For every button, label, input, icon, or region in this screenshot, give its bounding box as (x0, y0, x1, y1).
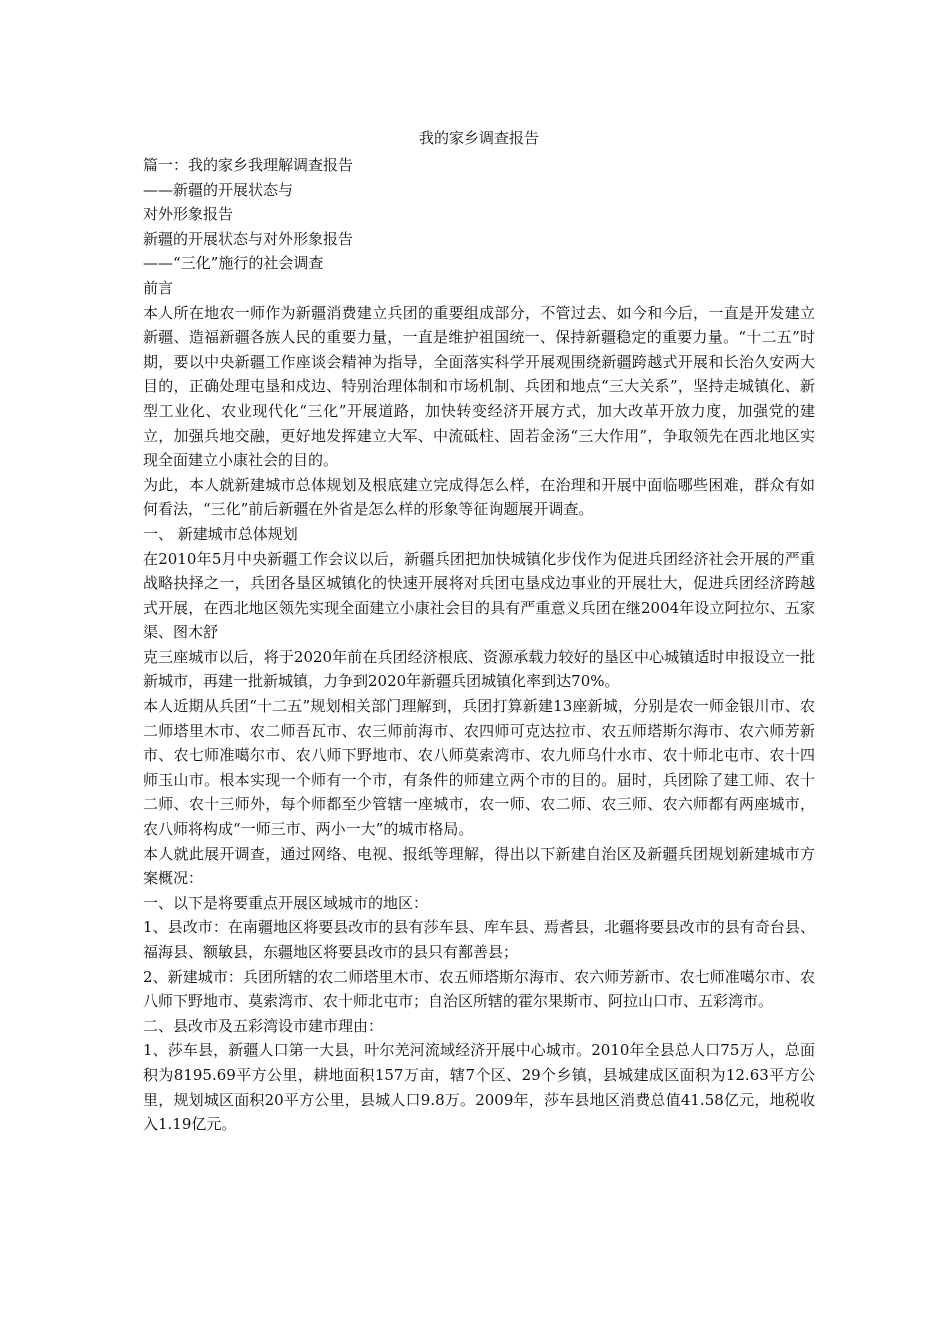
document-title: 我的家乡调查报告 (418, 129, 539, 147)
paragraph: 1、莎车县，新疆人口第一大县，叶尔羌河流域经济开展中心城市。2010年全县总人口75万人，总面积为8195.69平方公里，耕地面积157万亩，辖7个区、29个乡镇，县城建成区面积为12.63平方公里，规划城区面积20平方公里，县城人口9.8万。2009年，莎车县地区消费总值41.58亿元，地税收入1.19亿元。 (143, 1041, 815, 1134)
paragraph: 新疆的开展状态与对外形象报告 (143, 229, 354, 248)
paragraph: 本人就此展开调查，通过网络、电视、报纸等理解，得出以下新建自治区及新疆兵团规划新建城市方案概况： (143, 844, 815, 888)
paragraph: 对外形象报告 (143, 205, 234, 224)
paragraph: 本人所在地农一师作为新疆消费建立兵团的重要组成部分，不管过去、如今和今后，一直是开发建立新疆、造福新疆各族人民的重要力量，一直是维护祖国统一、保持新疆稳定的重要力量。“十二五”时期，要以中央新疆工作座谈会精神为指导，全面落实科学开展观围绕新疆跨越式开展和长治久安两大目的，正确处理屯垦和戍边、特别治理体制和市场机制、兵团和地点“三大关系”，坚持走城镇化、新型工业化、农业现代化“三化”开展道路，加快转变经济开展方式，加大改革开放力度，加强党的建立，加强兵地交融，更好地发挥建立大军、中流砥柱、固若金汤“三大作用”，争取领先在西北地区实现全面建立小康社会的目的。 (143, 303, 815, 470)
paragraph: 在2010年5月中央新疆工作会议以后，新疆兵团把加快城镇化步伐作为促进兵团经济社会开展的严重战略抉择之一，兵团各垦区城镇化的快速开展将对兵团屯垦戍边事业的开展壮大，促进兵团经济跨越式开展，在西北地区领先实现全面建立小康社会目的具有严重意义兵团在继2004年设立阿拉尔、五家渠、图木舒 (143, 549, 815, 642)
paragraph: 篇一：我的家乡我理解调查报告 (143, 156, 354, 174)
paragraph: 2、新建城市：兵团所辖的农二师塔里木市、农五师塔斯尔海市、农六师芳新市、农七师准噶尔市、农八师下野地市、莫索湾市、农十师北屯市；自治区所辖的霍尔果斯市、阿拉山口市、五彩湾市。 (143, 967, 815, 1011)
paragraph: 克三座城市以后，将于2020年前在兵团经济根底、资源承载力较好的垦区中心城镇适时申报设立一批新城市，再建一批新城镇，力争到2020年新疆兵团城镇化率到达70%。 (143, 647, 815, 691)
paragraph: ——“三化”施行的社会调查 (143, 254, 324, 273)
paragraph: 前言 (143, 278, 174, 297)
paragraph: 1、县改市：在南疆地区将要县改市的县有莎车县、库车县、焉耆县，北疆将要县改市的县有奇台县、福海县、额敏县，东疆地区将要县改市的县只有鄯善县； (143, 918, 815, 961)
paragraph: 一、 新建城市总体规划 (143, 524, 298, 543)
paragraph: ——新疆的开展状态与 (143, 180, 294, 199)
paragraph: 一、以下是将要重点开展区域城市的地区： (143, 893, 429, 912)
paragraph: 本人近期从兵团“十二五”规划相关部门理解到，兵团打算新建13座新城，分别是农一师金银川市、农二师塔里木市、农二师吾瓦市、农三师前海市、农四师可克达拉市、农五师塔斯尔海市、农六师芳新市、农七师准噶尔市、农八师下野地市、农八师莫索湾市、农九师乌什水市、农十师北屯市、农十四师玉山市。根本实现一个师有一个市，有条件的师建立两个市的目的。届时，兵团除了建工师、农十二师、农十三师外，每个师都至少管辖一座城市，农一师、农二师、农三师、农六师都有两座城市，农八师将构成“一师三市、两小一大”的城市格局。 (143, 697, 815, 839)
document-body (143, 125, 815, 1137)
paragraph: 二、县改市及五彩湾设市建市理由： (143, 1016, 384, 1035)
paragraph: 为此，本人就新建城市总体规划及根底建立完成得怎么样，在治理和开展中面临哪些困难，群众有如何看法，“三化”前后新疆在外省是怎么样的形象等征询题展开调查。 (143, 475, 815, 519)
